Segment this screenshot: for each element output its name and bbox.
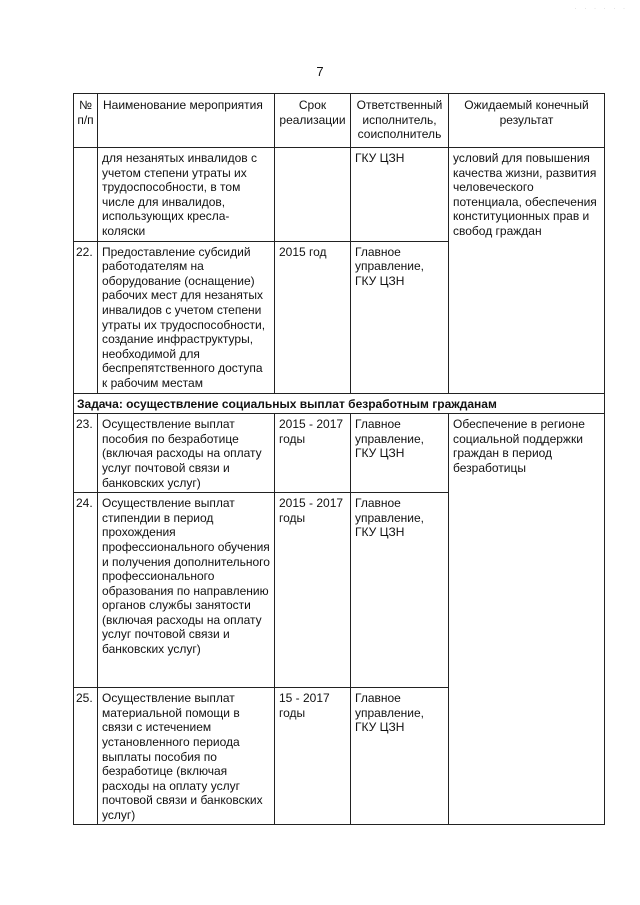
cell-name: Осуществление выплат пособия по безработице (включая расходы на оплату услуг почтовой связи и банковских услуг) [98, 414, 275, 493]
cell-responsible: Главное управление, ГКУ ЦЗН [351, 414, 449, 493]
table-header-row [74, 94, 605, 148]
cell-responsible: Главное управление, ГКУ ЦЗН [351, 688, 449, 825]
cell-name: Осуществление выплат стипендии в период прохождения профессионального обучения и получения дополнительного профессионального образования по направлению органов службы занятости (включая расходы на оплату услуг почтовой связи и банковских услуг) [98, 493, 275, 688]
header-responsible: Ответственный исполнитель, соисполнитель [351, 94, 449, 148]
cell-term [275, 148, 351, 242]
header-result: Ожидаемый конечный результат [449, 94, 605, 148]
cell-name: Осуществление выплат материальной помощи в связи с истечением установленного периода выплаты пособия по безработице (включая расходы на оплату услуг почтовой связи и банковских услуг) [98, 688, 275, 825]
cell-name: для незанятых инвалидов с учетом степени утраты их трудоспособности, в том числе для инвалидов, использующих кресла-коляски [98, 148, 275, 242]
cell-responsible: Главное управление, ГКУ ЦЗН [351, 241, 449, 393]
cell-result: Обеспечение в регионе социальной поддержки граждан в период безработицы [449, 414, 605, 825]
cell-term: 2015 - 2017 годы [275, 493, 351, 688]
header-name: Наименование мероприятия [98, 94, 275, 148]
task-row [74, 393, 605, 414]
header-number: № п/п [74, 94, 98, 148]
cell-term: 2015 - 2017 годы [275, 414, 351, 493]
table-row [74, 148, 605, 242]
cell-result: условий для повышения качества жизни, развития человеческого потенциала, обеспечения конституционных прав и свобод граждан [449, 148, 605, 394]
cell-term: 2015 год [275, 241, 351, 393]
cell-responsible: Главное управление, ГКУ ЦЗН [351, 493, 449, 688]
cell-term: 15 - 2017 годы [275, 688, 351, 825]
scan-artifact: · · · · · · [574, 6, 628, 12]
page-number: 7 [316, 64, 324, 79]
cell-number: 22. [74, 241, 98, 393]
cell-name: Предоставление субсидий работодателям на оборудование (оснащение) рабочих мест для незанятых инвалидов с учетом степени утраты их трудоспособности, создание инфраструктуры, необходимой для беспрепятственного доступа к рабочим местам [98, 241, 275, 393]
cell-number: 23. [74, 414, 98, 493]
measures-table [73, 93, 605, 825]
cell-number: 24. [74, 493, 98, 688]
task-heading: Задача: осуществление социальных выплат безработным гражданам [74, 393, 605, 414]
cell-number [74, 148, 98, 242]
table-row [74, 414, 605, 493]
cell-number: 25. [74, 688, 98, 825]
cell-responsible: ГКУ ЦЗН [351, 148, 449, 242]
header-term: Срок реализации [275, 94, 351, 148]
